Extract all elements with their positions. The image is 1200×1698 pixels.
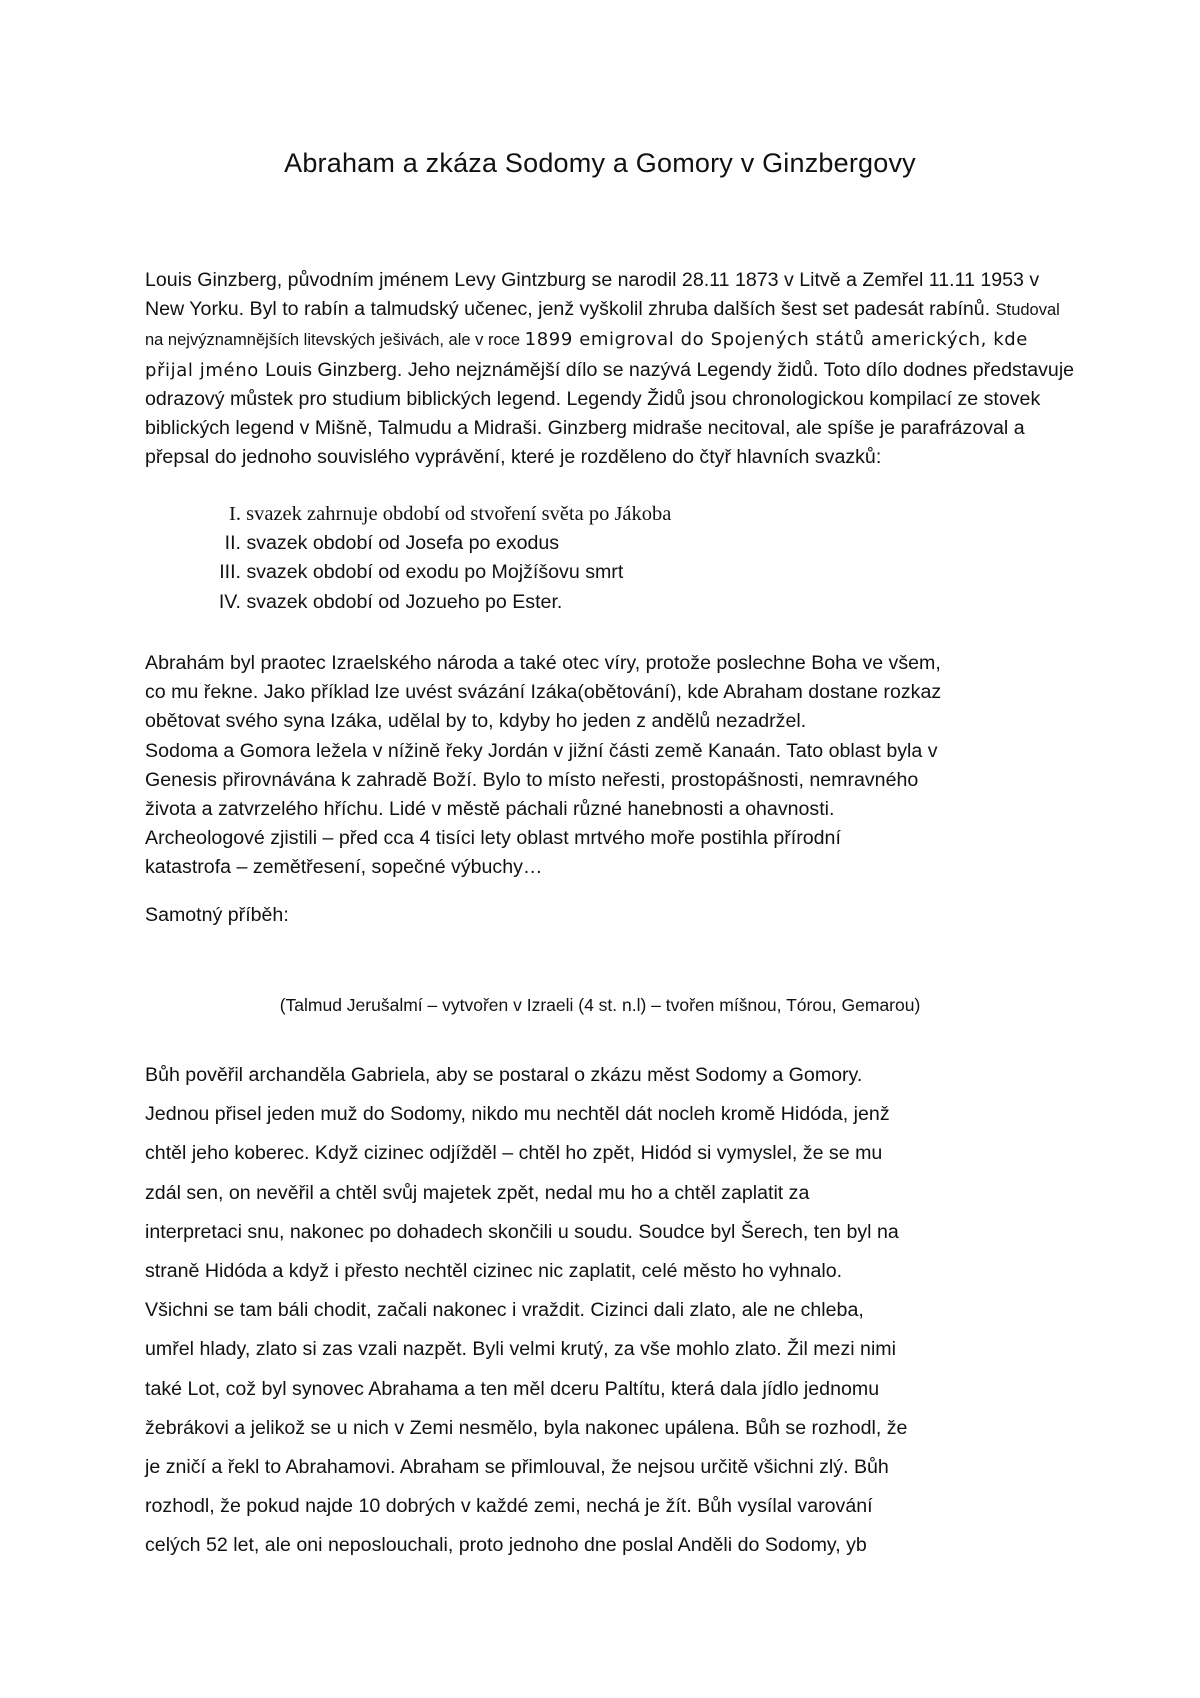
text-line: rozhodl, že pokud najde 10 dobrých v každé zemi, nechá je žít. Bůh vysílal varování [145,1495,873,1518]
text-line: chtěl jeho koberec. Když cizinec odjížděl – chtěl ho zpět, Hidód si vymyslel, že se mu [145,1142,883,1165]
volume-text: svazek období od Josefa po exodus [241,532,560,555]
page-title: Abraham a zkáza Sodomy a Gomory v Ginzbergovy [284,148,916,178]
text-line: Genesis přirovnávána k zahradě Boží. Bylo to místo neřesti, prostopášnosti, nemravného [145,768,919,791]
text-line: interpretaci snu, nakonec po dohadech skončili u soudu. Soudce byl Šerech, ten byl na [145,1220,899,1243]
text-line: Abrahám byl praotec Izraelského národa a také otec víry, protože poslechne Boha ve všem, [145,652,941,674]
volume-number: III. [219,561,241,584]
abraham-paragraph [145,649,1080,883]
intro-text-1: Louis Ginzberg, původním jménem Levy Gintzburg se narodil 28.11 1873 v Litvě a Zemřel 11.11 1953 v New Yorku. Byl to rabín a talmudský učenec, jenž vyškolil zhruba dalších šest set padesát rabínů. [145,269,1040,321]
intro-text-3: 1899 emigroval do Spojených států amerických, kde přijal jméno [145,329,1028,381]
volume-text: svazek období od exodu po Mojžíšovu smrt [241,561,624,584]
text-line: straně Hidóda a když i přesto nechtěl cizinec nic zaplatit, celé město ho vyhnalo. [145,1260,843,1283]
text-line: Jednou přisel jeden muž do Sodomy, nikdo mu nechtěl dát nocleh kromě Hidóda, jenž [145,1103,890,1126]
list-item [145,588,1045,617]
text-line: celých 52 let, ale oni neposlouchali, proto jednoho dne poslal Anděli do Sodomy, yb [145,1534,867,1557]
text-line: také Lot, což byl synovec Abrahama a ten měl dceru Paltítu, která dala jídlo jednomu [145,1377,880,1400]
text-line: zdál sen, on nevěřil a chtěl svůj majetek zpět, nedal mu ho a chtěl zaplatit za [145,1181,810,1204]
volume-text: svazek zahrnuje období od stvoření světa po Jákoba [241,503,672,525]
list-item [145,558,1045,587]
volume-number: I. [229,503,241,525]
intro-text-2: Studoval na nejvýznamnějších litevských ješivách, ale v roce [145,301,1060,350]
list-item [145,500,1045,529]
intro-text-4: Louis Ginzberg. Jeho nejznámější dílo se nazývá Legendy židů. Toto dílo dodnes představuje odrazový můstek pro studium biblických legend. Legendy Židů jsou chronologickou kompilací ze stovek biblických legend v Mišně, Talmudu a Midraši. Ginzberg midraše necitoval, ale spíše je parafrázoval a přepsal do jednoho souvislého vyprávění, které je rozděleno do čtyř hlavních svazků: [145,358,1075,469]
text-line: Archeologové zjistili – před cca 4 tisíci lety oblast mrtvého moře postihla přírodní [145,827,841,850]
text-line: obětovat svého syna Izáka, udělal by to, kdyby ho jeden z andělů nezadržel. [145,710,807,733]
story-heading: Samotný příběh: [145,904,289,926]
text-line: žebrákovi a jelikož se u nich v Zemi nesmělo, byla nakonec upálena. Bůh se rozhodl, že [145,1416,908,1439]
volume-number: IV. [218,590,241,613]
list-item [145,529,1045,558]
volume-list [145,500,1045,617]
story-paragraph [145,1056,1080,1566]
text-line: Bůh pověřil archanděla Gabriela, aby se postaral o zkázu měst Sodomy a Gomory. [145,1064,863,1086]
text-line: Všichni se tam báli chodit, začali nakonec i vraždit. Cizinci dali zlato, ale ne chleba, [145,1299,864,1322]
text-line: co mu řekne. Jako příklad lze uvést svázání Izáka(obětování), kde Abraham dostane rozkaz [145,681,942,704]
intro-paragraph [145,266,1080,472]
text-line: katastrofa – zemětřesení, sopečné výbuchy… [145,856,543,879]
text-line: Sodoma a Gomora ležela v nížině řeky Jordán v jižní části země Kanaán. Tato oblast byla v [145,739,938,762]
talmud-note: (Talmud Jerušalmí – vytvořen v Izraeli (4 st. n.l) – tvořen míšnou, Tórou, Gemarou) [279,995,921,1015]
text-line: života a zatvrzelého hříchu. Lidé v městě páchali různé hanebnosti a ohavnosti. [145,798,835,821]
text-line: umřel hlady, zlato si zas vzali nazpět. Byli velmi krutý, za vše mohlo zlato. Žil mezi nimi [145,1338,896,1361]
volume-text: svazek období od Jozueho po Ester. [241,590,563,613]
text-line: je zničí a řekl to Abrahamovi. Abraham se přimlouval, že nejsou určitě všichni zlý. Bůh [145,1456,889,1479]
volume-number: II. [224,532,241,555]
